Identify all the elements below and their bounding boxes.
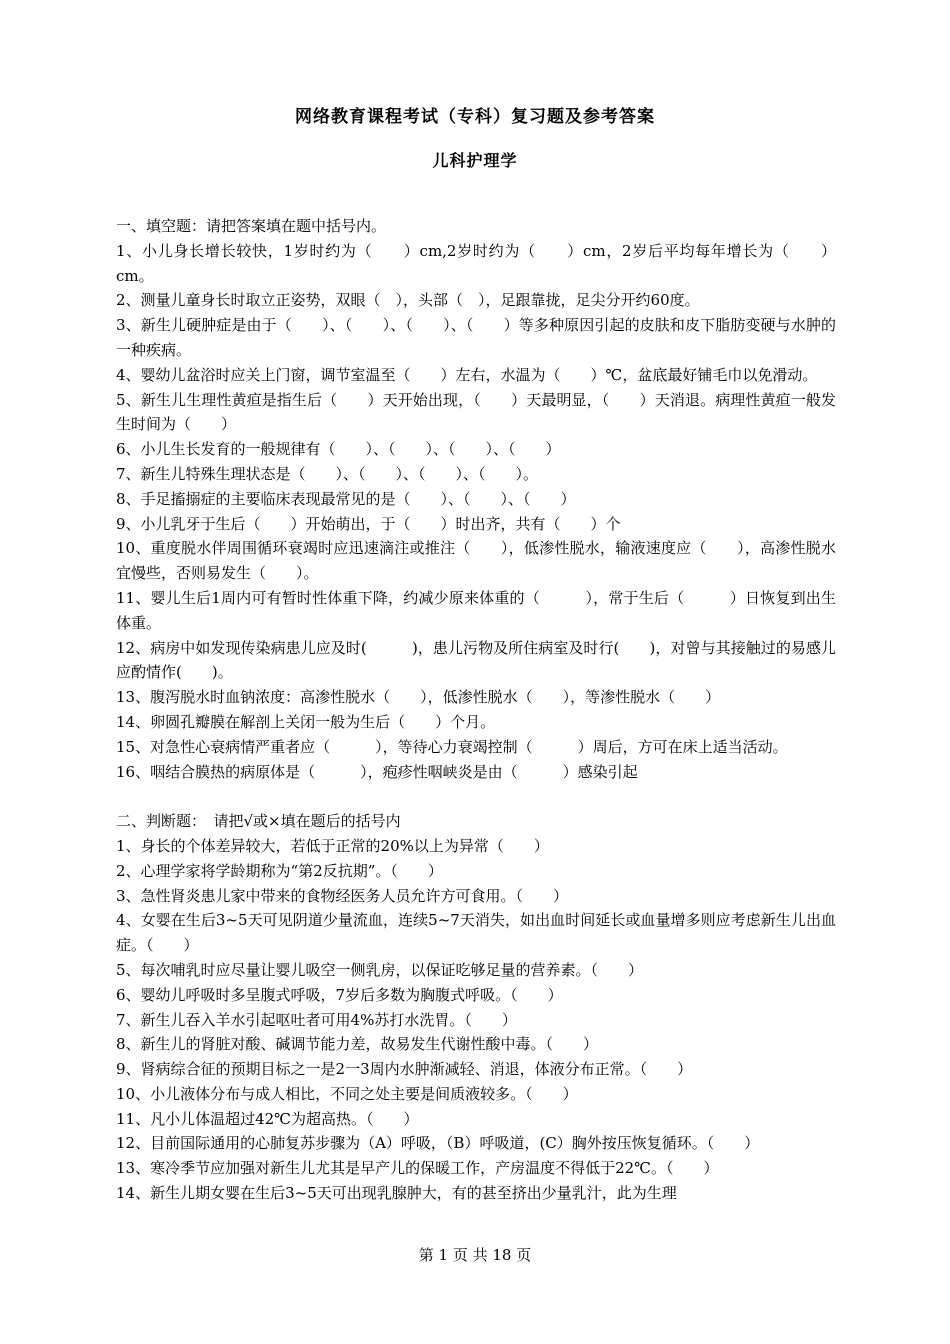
question-item: 3、急性肾炎患儿家中带来的食物经医务人员允许方可食用。（ ） xyxy=(116,886,569,905)
question-item: 9、肾病综合征的预期目标之一是2一3周内水肿渐减轻、消退，体液分布正常。（ ） xyxy=(116,1060,693,1079)
document-body xyxy=(116,214,836,1206)
question-item: 2、心理学家将学龄期称为“第2反抗期”。（ ） xyxy=(116,861,443,880)
question-item: 4、女婴在生后3~5天可见阴道少量流血，连续5~7天消失，如出血时间延长或血量增多则应考虑新生儿出血症。（ ） xyxy=(116,911,836,955)
question-item: 6、小儿生长发育的一般规律有（ ）、（ ）、（ ）、（ ） xyxy=(116,440,561,459)
question-item: 8、新生儿的肾脏对酸、碱调节能力差，故易发生代谢性酸中毒。（ ） xyxy=(116,1035,599,1054)
question-item: 13、寒冷季节应加强对新生儿尤其是早产儿的保暖工作，产房温度不得低于22℃。（ ） xyxy=(116,1159,719,1178)
question-item: 9、小儿乳牙于生后（ ）开始萌出，于（ ）时出齐，共有（ ）个 xyxy=(116,514,621,533)
question-item: 14、新生儿期女婴在生后3~5天可出现乳腺肿大，有的甚至挤出少量乳汁，此为生理 xyxy=(116,1184,677,1203)
question-item: 12、目前国际通用的心肺复苏步骤为（A）呼吸，（B）呼吸道，(C）胸外按压恢复循环。（ ） xyxy=(116,1134,760,1153)
question-item: 11、婴儿生后1周内可有暂时性体重下降，约减少原来体重的（ ），常于生后（ ）日恢复到出生体重。 xyxy=(116,588,836,632)
question-item: 10、小儿液体分布与成人相比，不同之处主要是间质液较多。（ ） xyxy=(116,1084,578,1103)
question-item: 7、新生儿特殊生理状态是（ ）、（ ）、（ ）、（ ）。 xyxy=(116,464,539,483)
document-title: 网络教育课程考试（专科）复习题及参考答案 xyxy=(295,107,655,127)
question-item: 3、新生儿硬肿症是由于（ ）、（ ）、（ ）、（ ）等多种原因引起的皮肤和皮下脂肪变硬与水肿的一种疾病。 xyxy=(116,316,836,359)
question-item: 2、测量儿童身长时取立正姿势，双眼（ ），头部（ ），足跟靠拢，足尖分开约60度。 xyxy=(116,291,700,310)
question-item: 12、病房中如发现传染病患儿应及时( )，患儿污物及所住病室及时行( )，对曾与其接触过的易感儿应酌情作( )。 xyxy=(116,638,836,682)
section-spacer xyxy=(116,784,836,809)
question-item: 13、腹泻脱水时血钠浓度：高渗性脱水（ ），低渗性脱水（ ），等渗性脱水（ ） xyxy=(116,688,721,707)
question-item: 8、手足搐搦症的主要临床表现最常见的是（ ）、（ ）、（ ） xyxy=(116,489,576,508)
question-item: 4、婴幼儿盆浴时应关上门窗，调节室温至（ ）左右，水温为（ ）℃，盆底最好铺毛巾以免滑动。 xyxy=(116,365,818,384)
question-item: 14、卵圆孔瓣膜在解剖上关闭一般为生后（ ）个月。 xyxy=(116,712,496,731)
question-item: 1、身长的个体差异较大，若低于正常的20%以上为异常（ ） xyxy=(116,836,549,855)
question-item: 1、小儿身长增长较快，1岁时约为（ ）cm,2岁时约为（ ）cm，2岁后平均每年增长为（ ）cm。 xyxy=(116,241,836,285)
question-item: 5、每次哺乳时应尽量让婴儿吸空一侧乳房，以保证吃够足量的营养素。（ ） xyxy=(116,960,644,979)
question-item: 6、婴幼儿呼吸时多呈腹式呼吸，7岁后多数为胸腹式呼吸。（ ） xyxy=(116,985,563,1004)
question-item: 10、重度脱水伴周围循环衰竭时应迅速滴注或推注（ ），低渗性脱水，输液速度应（ ），高渗性脱水宜慢些，否则易发生（ ）。 xyxy=(116,539,836,583)
question-item: 5、新生儿生理性黄疸是指生后（ ）天开始出现，（ ）天最明显，（ ）天消退。病理性黄疸一般发生时间为（ ） xyxy=(116,390,836,434)
page-number: 第 1 页 共 18 页 xyxy=(418,1246,532,1264)
question-item: 11、凡小儿体温超过42℃为超高热。（ ） xyxy=(116,1109,419,1128)
question-item: 15、对急性心衰病情严重者应（ ），等待心力衰竭控制（ ）周后，方可在床上适当活动。 xyxy=(116,737,788,756)
question-item: 16、咽结合膜热的病原体是（ ），疱疹性咽峡炎是由（ ）感染引起 xyxy=(116,762,638,781)
question-item: 7、新生儿吞入羊水引起呕吐者可用4%苏打水洗胃。（ ） xyxy=(116,1010,517,1029)
section-heading-true-false: 二、判断题： 请把√或×填在题后的括号内 xyxy=(116,812,401,831)
document-subtitle: 儿科护理学 xyxy=(432,151,518,170)
section-heading-fill-in: 一、填空题：请把答案填在题中括号内。 xyxy=(116,217,387,235)
